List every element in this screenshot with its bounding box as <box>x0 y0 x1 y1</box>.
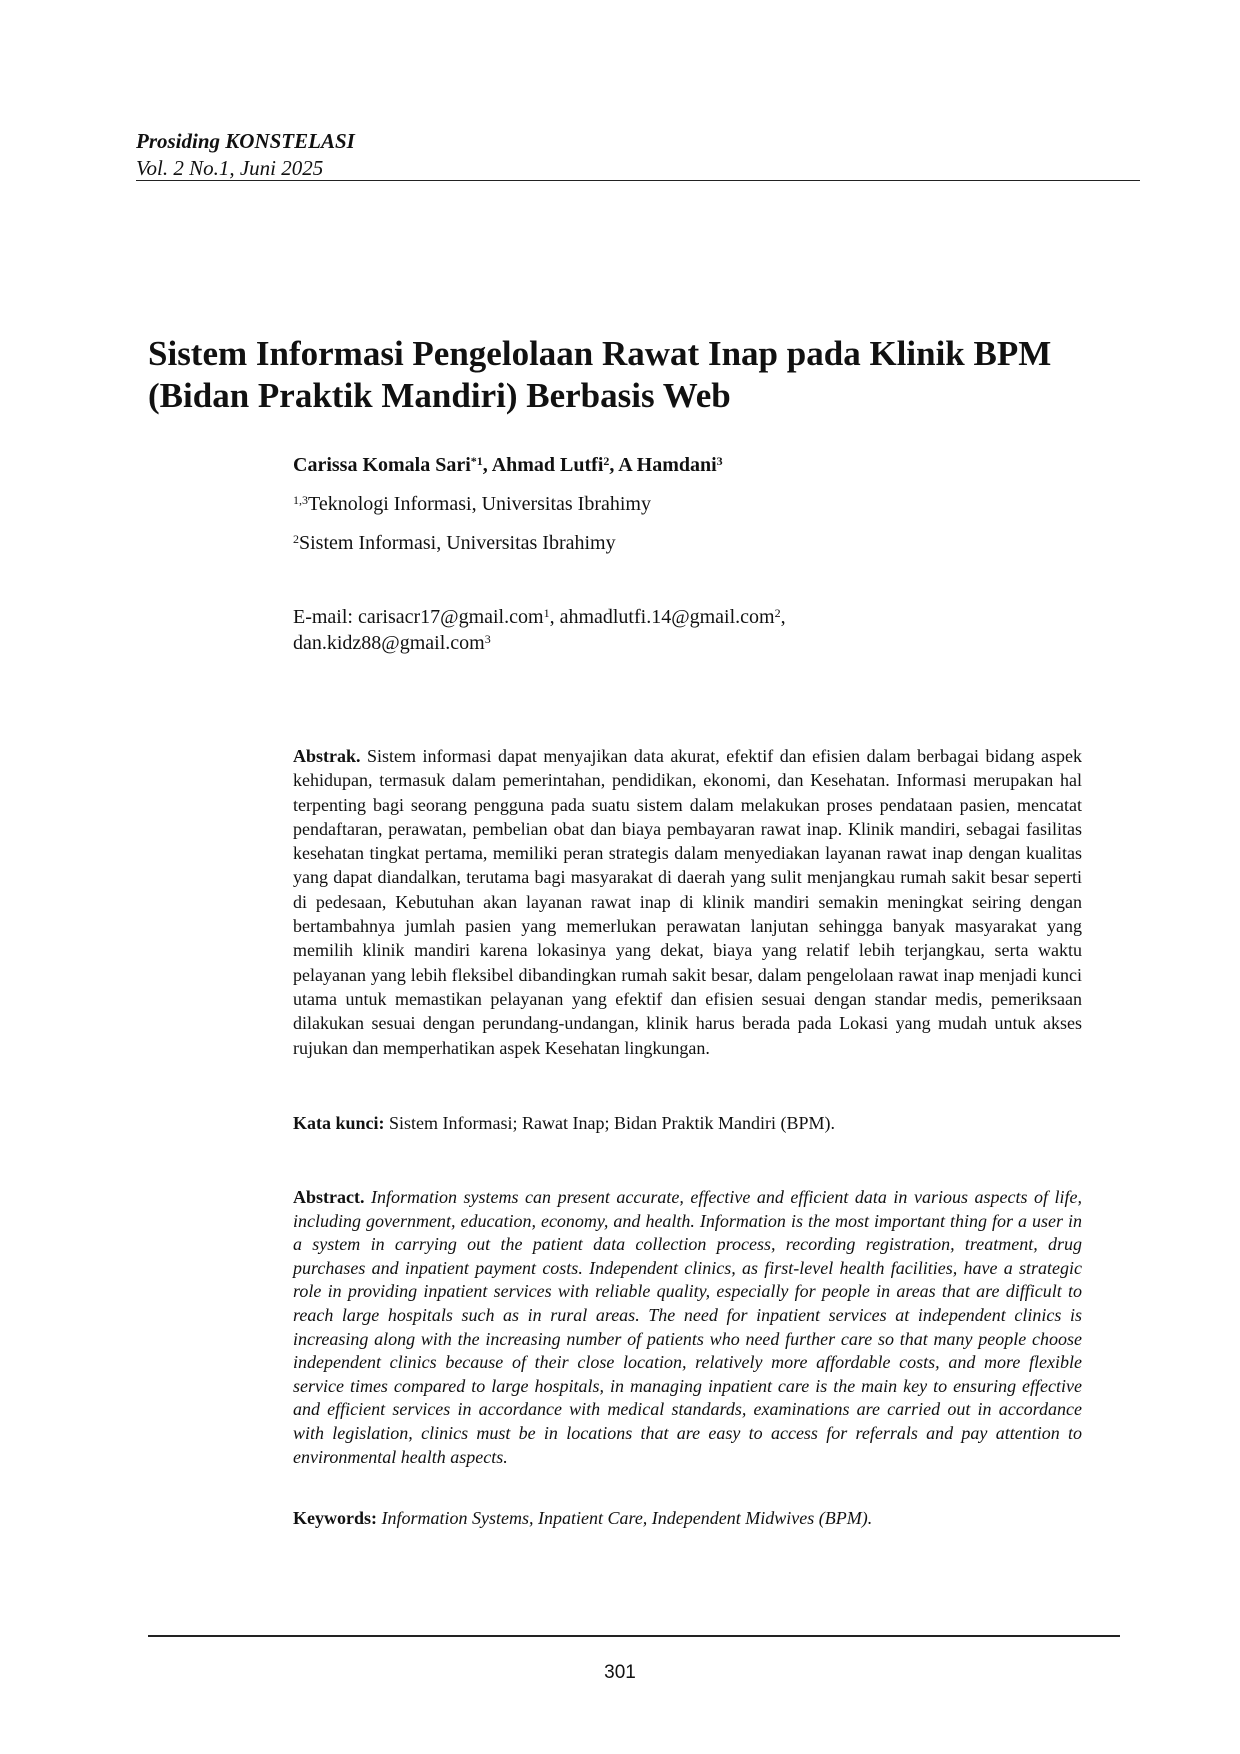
kata-kunci-label: Kata kunci: <box>293 1113 385 1133</box>
author-name: Ahmad Lutfi <box>491 454 604 476</box>
paper-title-line-1: Sistem Informasi Pengelolaan Rawat Inap pada Klinik BPM <box>148 334 1052 373</box>
paper-title-line-2: (Bidan Praktik Mandiri) Berbasis Web <box>148 376 731 415</box>
page-number: 301 <box>604 1662 636 1683</box>
author-name: A Hamdani <box>618 454 717 476</box>
affiliation <box>293 491 651 517</box>
affiliation <box>293 530 616 556</box>
kata-kunci <box>293 1111 835 1135</box>
journal-name: Prosiding KONSTELASI <box>136 129 355 153</box>
abstrak-paragraph <box>293 744 1082 1060</box>
keywords <box>293 1506 872 1530</box>
keywords-text: Information Systems, Inpatient Care, Independent Midwives (BPM). <box>381 1508 873 1528</box>
email-address[interactable]: carisacr17@gmail.com$^1$, <box>357 606 555 628</box>
affiliation-mark: 2 <box>293 532 299 546</box>
kata-kunci-text: Sistem Informasi; Rawat Inap; Bidan Praktik Mandiri (BPM). <box>389 1113 835 1133</box>
abstract-paragraph <box>293 1186 1082 1469</box>
keywords-label: Keywords: <box>293 1508 377 1528</box>
abstrak-label: Abstrak. <box>293 746 361 766</box>
affiliation-mark: 1,3 <box>293 493 308 507</box>
author-mark: 2 <box>603 454 610 468</box>
affiliation-text: Sistem Informasi, Universitas Ibrahimy <box>299 532 616 554</box>
author-mark: *1 <box>470 454 483 468</box>
email-label: E-mail: <box>293 606 353 628</box>
footer-divider <box>148 1635 1120 1637</box>
header-divider <box>136 180 1140 181</box>
email-address[interactable]: ahmadlutfi.14@gmail.com$^2$, <box>559 606 786 628</box>
paper-title <box>148 333 1128 417</box>
abstrak-text: Sistem informasi dapat menyajikan data akurat, efektif dan efisien dalam berbagai bidang aspek kehidupan, termasuk dalam pemerintahan, pendidikan, ekonomi, dan Kesehatan. Informasi merupakan hal terpenting bagi seorang pengguna pada suatu sistem dalam melakukan proses pendataan pasien, mencatat pendaftaran, perawatan, pembelian obat dan biaya pembayaran rawat inap. Klinik mandiri, sebagai fasilitas kesehatan tingkat pertama, memiliki peran strategis dalam menyediakan layanan rawat inap dengan kualitas yang dapat diandalkan, terutama bagi masyarakat di daerah yang sulit menjangkau rumah sakit besar seperti di pedesaan, Kebutuhan akan layanan rawat inap di klinik mandiri semakin meningkat seiring dengan bertambahnya jumlah pasien yang memerlukan perawatan lanjutan sehingga banyak masyarakat yang memilih klinik mandiri karena lokasinya yang dekat, biaya yang relatif lebih terjangkau, serta waktu pelayanan yang lebih fleksibel dibandingkan rumah sakit besar, dalam pengelolaan rawat inap menjadi kunci utama untuk memastikan pelayanan yang efektif dan efisien sesuai dengan standar medis, pemeriksaan dilakukan sesuai dengan perundang-undangan, klinik harus berada pada Lokasi yang mudah untuk akses rujukan dan memperhatikan aspek Kesehatan lingkungan. <box>293 746 1082 1058</box>
affiliation-text: Teknologi Informasi, Universitas Ibrahimy <box>308 493 651 515</box>
author-list: Carissa Komala Sari$^{*1}$, Ahmad Lutfi$^2$, A Hamdani$^3$ <box>293 454 723 476</box>
abstract-text: Information systems can present accurate, effective and efficient data in various aspects of life, including government, education, economy, and health. Information is the most important thing for a user in a system in carrying out the patient data collection process, recording registration, treatment, drug purchases and inpatient payment costs. Independent clinics, as first-level health facilities, have a strategic role in providing inpatient services with reliable quality, especially for people in areas that are difficult to reach large hospitals such as in rural areas. The need for inpatient services at independent clinics is increasing along with the increasing number of patients who need further care so that many people choose independent clinics because of their close location, relatively more affordable costs, and more flexible service times compared to large hospitals, in managing inpatient care is the main key to ensuring effective and efficient services in accordance with medical standards, examinations are carried out in accordance with legislation, clinics must be in locations that are easy to access for referrals and pay attention to environmental health aspects. <box>293 1187 1083 1467</box>
email-block <box>293 604 786 656</box>
author-name: Carissa Komala Sari <box>293 454 471 476</box>
author-mark: 3 <box>716 454 723 468</box>
email-address[interactable]: dan.kidz88@gmail.com$^3$ <box>293 632 491 654</box>
journal-volume: Vol. 2 No.1, Juni 2025 <box>136 156 324 180</box>
abstract-label: Abstract. <box>293 1187 365 1207</box>
